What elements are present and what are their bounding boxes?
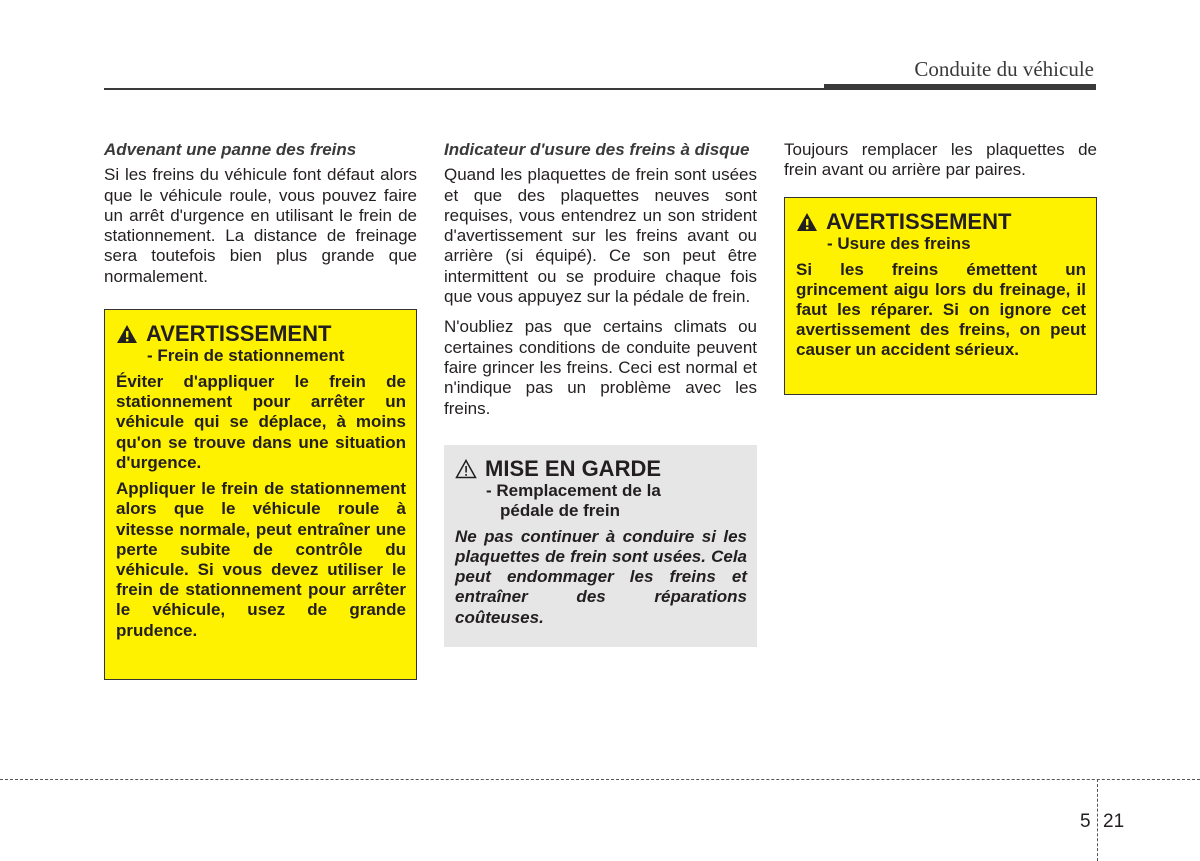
caution-triangle-icon xyxy=(455,459,477,479)
page-number: 21 xyxy=(1103,811,1125,832)
warning-subtitle: - Frein de stationnement xyxy=(147,346,345,366)
caution-subtitle-line-2: pédale de frein xyxy=(500,500,620,520)
header-rule-thick xyxy=(824,84,1096,90)
caution-box-brake-pedal xyxy=(444,445,757,647)
replace-pads-paragraph: Toujours remplacer les plaquettes de frein avant ou arrière par paires. xyxy=(784,140,1097,180)
section-heading-brake-failure: Advenant une panne des freins xyxy=(104,140,357,159)
warning-text: Si les freins émettent un grincement aigu lors du freinage, il faut les réparer. Si on ignore cet avertissement des freins, on peut causer un accident sérieux. xyxy=(796,259,1086,360)
brake-failure-paragraph: Si les freins du véhicule font défaut alors que le véhicule roule, vous pouvez faire un arrêt d'urgence en utilisant le frein de stationnement. La distance de freinage sera toutefois bien plus grande que normalement. xyxy=(104,165,417,286)
warning-subtitle: - Usure des freins xyxy=(827,233,971,253)
warning-text-1: Éviter d'appliquer le frein de stationnement pour arrêter un véhicule qui se déplace, à moins qu'on se trouve dans une situation d'urgence. xyxy=(116,372,406,472)
column-1 xyxy=(104,140,417,680)
header-rule-thin xyxy=(104,88,824,90)
warning-box-parking-brake xyxy=(104,309,417,680)
caution-subtitle-line-1: - Remplacement de la xyxy=(486,480,661,500)
column-3 xyxy=(784,140,1097,395)
footer-dotted-rule xyxy=(0,779,1200,780)
caution-title: MISE EN GARDE xyxy=(485,455,662,481)
wear-indicator-paragraph-2: N'oubliez pas que certains climats ou certaines conditions de conduite peuvent faire grincer les freins. Ceci est normal et n'indique pas un problème avec les freins. xyxy=(444,317,757,418)
wear-indicator-paragraph-1: Quand les plaquettes de frein sont usées et que des plaquettes neuves sont requises, vous entendrez un son strident d'avertissement sur les freins avant ou arrière (si équipé). Ce son peut être intermittent ou se produire chaque fois que vous appuyez sur la pédale de frein. xyxy=(444,165,757,307)
warning-text-2: Appliquer le frein de stationnement alors que le véhicule roule à vitesse normale, peut entraîner une perte subite de contrôle du véhicule. Si vous devez utiliser le frein de stationnement pour arrêter le véhicule, usez de grande prudence. xyxy=(116,479,406,640)
section-heading-wear-indicator: Indicateur d'usure des freins à disque xyxy=(444,140,750,159)
caution-text: Ne pas continuer à conduire si les plaquettes de frein sont usées. Cela peut endommager les freins et entraîner des réparations coûteuses. xyxy=(455,526,747,627)
warning-box-brake-wear xyxy=(784,197,1097,395)
footer-vertical-divider xyxy=(1097,779,1098,861)
warning-triangle-icon xyxy=(796,212,818,232)
warning-triangle-icon xyxy=(116,324,138,344)
warning-title: AVERTISSEMENT xyxy=(826,208,1012,234)
header-title: Conduite du véhicule xyxy=(914,57,1094,81)
column-2 xyxy=(444,140,757,647)
warning-title: AVERTISSEMENT xyxy=(146,321,332,347)
chapter-number: 5 xyxy=(1080,811,1091,832)
